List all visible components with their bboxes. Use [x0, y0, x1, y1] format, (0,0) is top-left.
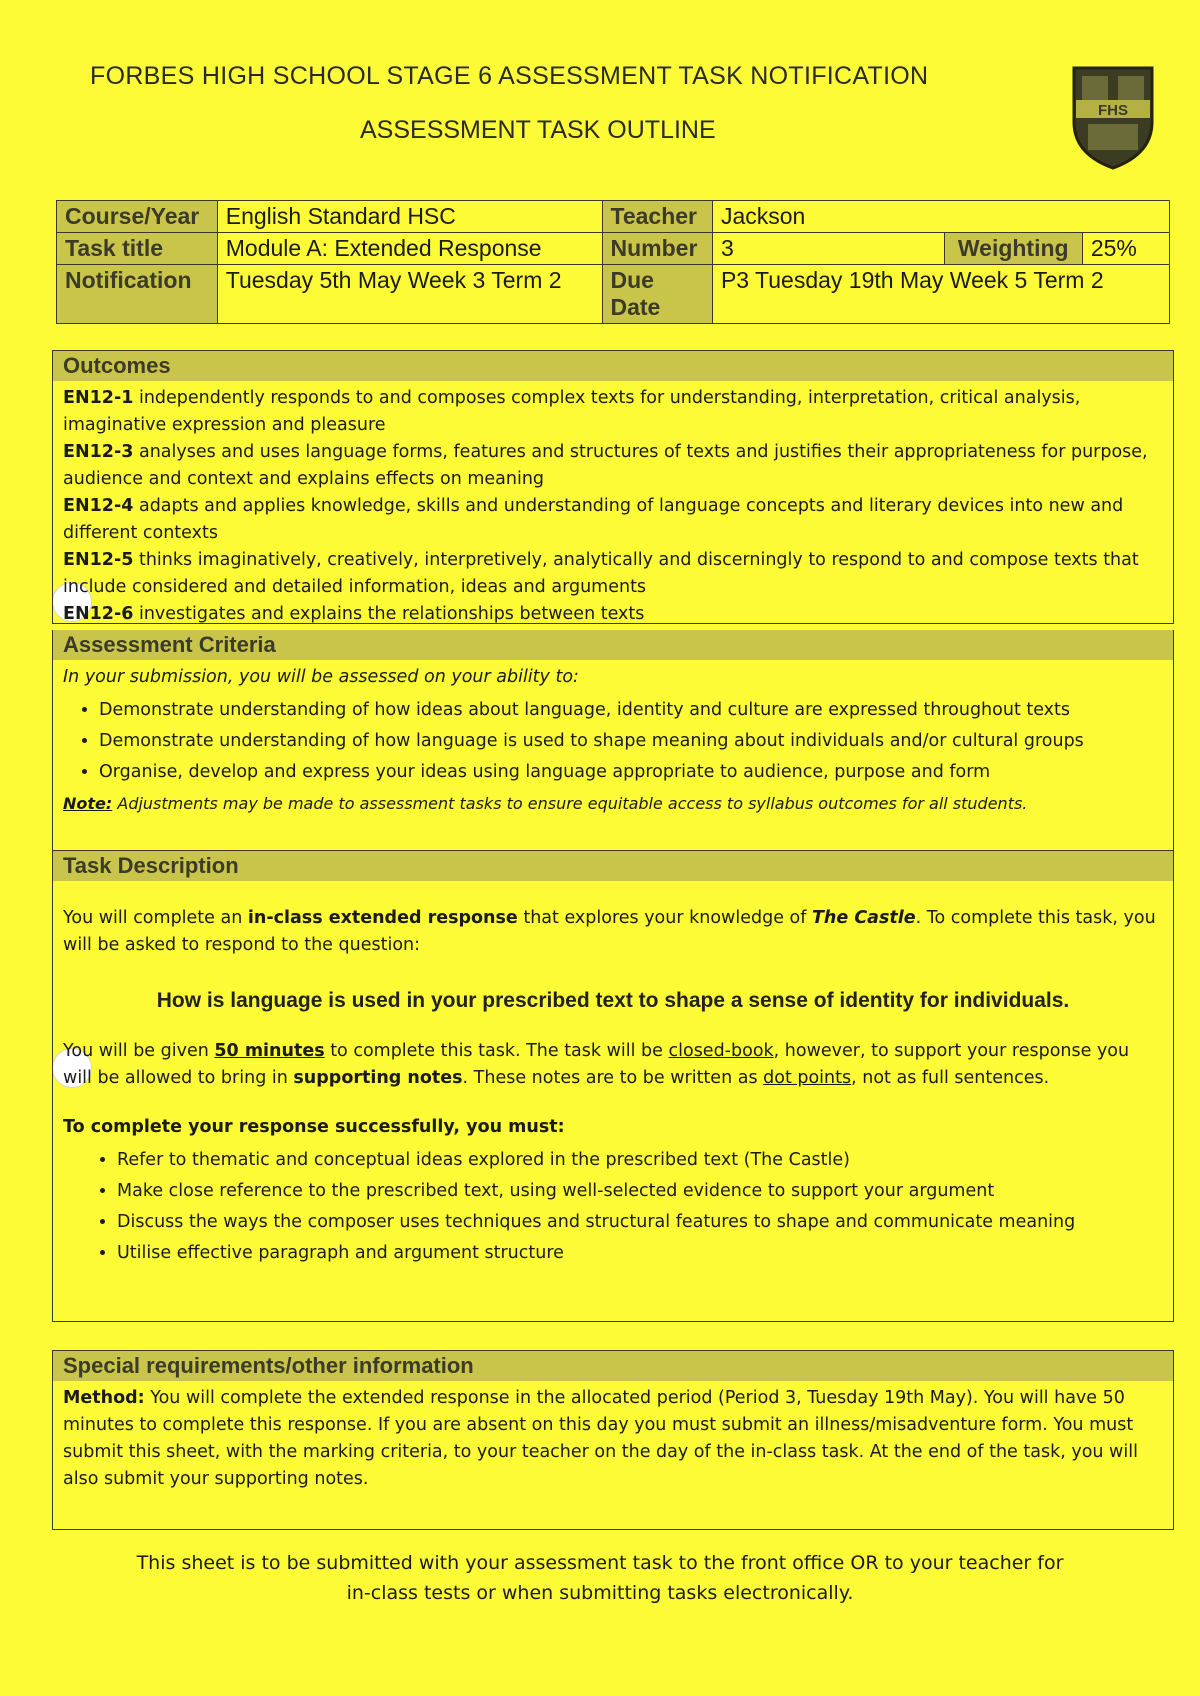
due-date-value: P3 Tuesday 19th May Week 5 Term 2: [712, 265, 1169, 324]
weighting-value: 25%: [1082, 233, 1169, 265]
method-paragraph: [63, 1385, 1163, 1493]
footer-line: in-class tests or when submitting tasks electronically.: [346, 1582, 854, 1604]
outcome-item: [63, 385, 1163, 439]
task-info-table: [56, 200, 1170, 324]
task-description-heading: Task Description: [53, 851, 1173, 881]
must-item: • Discuss the ways the composer uses techniques and structural features to shape and communicate meaning: [117, 1209, 1163, 1236]
criteria-item: • Organise, develop and express your ideas using language appropriate to audience, purpose and form: [99, 759, 1163, 786]
adjustments-note: [63, 790, 1163, 817]
footer-line: This sheet is to be submitted with your assessment task to the front office OR to your teacher for: [136, 1552, 1064, 1574]
outcome-code: EN12-4: [63, 496, 134, 516]
text-run: in-class extended response: [247, 908, 518, 928]
number-label: Number: [602, 233, 712, 265]
text-run: , however, to support your response you will be allowed to bring in: [63, 1041, 1130, 1088]
text-run: to complete this task. The task will be: [324, 1041, 669, 1061]
outcome-item: [63, 493, 1163, 547]
assessment-criteria-section: [52, 630, 1174, 856]
criteria-item: • Demonstrate understanding of how ideas about language, identity and culture are expressed throughout texts: [99, 697, 1163, 724]
must-list: [63, 1147, 1163, 1267]
special-requirements-section: [52, 1350, 1174, 1530]
notification-value: Tuesday 5th May Week 3 Term 2: [217, 265, 602, 324]
course-year-value: English Standard HSC: [217, 201, 602, 233]
outcome-item: [63, 439, 1163, 493]
criteria-item: • Demonstrate understanding of how language is used to shape meaning about individuals and/or cultural groups: [99, 728, 1163, 755]
outcome-code: EN12-1: [63, 388, 134, 408]
text-run: that explores your knowledge of: [517, 908, 812, 928]
outcomes-section: [52, 350, 1174, 624]
teacher-value: Jackson: [712, 201, 1169, 233]
text-run: , not as full sentences.: [851, 1068, 1050, 1088]
number-value: 3: [712, 233, 944, 265]
text-run: closed-book: [668, 1041, 774, 1061]
must-item: • Utilise effective paragraph and argument structure: [117, 1240, 1163, 1267]
outcome-code: EN12-6: [63, 604, 134, 624]
text-run: You will be given: [63, 1041, 215, 1061]
method-text: You will complete the extended response in the allocated period (Period 3, Tuesday 19th May). You will have 50 minutes to complete this response. If you are absent on this day you must submit an illness/misadventure form. You must submit this sheet, with the marking criteria, to your teacher on the day of the in-class task. At the end of the task, you will also submit your supporting notes.: [63, 1388, 1138, 1489]
crest-lettering: FHS: [1098, 102, 1128, 119]
task-question: How is language is used in your prescribed text to shape a sense of identity for individuals.: [156, 989, 1070, 1012]
outcome-text: investigates and explains the relationships between texts: [133, 604, 645, 624]
must-heading: To complete your response successfully, you must:: [63, 1117, 565, 1137]
teacher-label: Teacher: [602, 201, 712, 233]
task-title-label: Task title: [57, 233, 218, 265]
text-title: The Castle: [811, 908, 916, 928]
outcome-item: [63, 601, 1163, 628]
task-intro-paragraph: [63, 905, 1163, 959]
text-run: 50 minutes: [214, 1041, 325, 1061]
note-text: Adjustments may be made to assessment tasks to ensure equitable access to syllabus outcomes for all students.: [112, 794, 1028, 813]
outcome-code: EN12-5: [63, 550, 134, 570]
outcome-text: thinks imaginatively, creatively, interpretively, analytically and discerningly to respond to and compose texts that include considered and detailed information, ideas and arguments: [63, 550, 1139, 597]
document-subtitle: ASSESSMENT TASK OUTLINE: [360, 116, 716, 144]
school-crest-logo: [1068, 62, 1158, 172]
task-description-section: [52, 850, 1174, 1322]
text-run: dot points: [763, 1068, 852, 1088]
submission-footer: [120, 1548, 1080, 1608]
text-run: . These notes are to be written as: [462, 1068, 764, 1088]
outcome-text: analyses and uses language forms, features and structures of texts and justifies their appropriateness for purpose, audience and context and explains effects on meaning: [63, 442, 1148, 489]
text-run: supporting notes: [293, 1068, 463, 1088]
due-date-label: Due Date: [602, 265, 712, 324]
assessment-criteria-heading: Assessment Criteria: [53, 630, 1173, 660]
special-requirements-heading: Special requirements/other information: [53, 1351, 1173, 1381]
outcome-text: adapts and applies knowledge, skills and understanding of language concepts and literary devices into new and different contexts: [63, 496, 1124, 543]
course-year-label: Course/Year: [57, 201, 218, 233]
document-title: FORBES HIGH SCHOOL STAGE 6 ASSESSMENT TASK NOTIFICATION: [90, 62, 929, 90]
method-label: Method:: [63, 1388, 145, 1408]
outcome-item: [63, 547, 1163, 601]
text-run: You will complete an: [63, 908, 248, 928]
outcome-text: independently responds to and composes complex texts for understanding, interpretation, critical analysis, imaginative expression and pleasure: [63, 388, 1081, 435]
outcomes-heading: Outcomes: [53, 351, 1173, 381]
must-item: • Refer to thematic and conceptual ideas explored in the prescribed text (The Castle): [117, 1147, 1163, 1174]
outcome-code: EN12-3: [63, 442, 134, 462]
text-run: . To complete this task, you will be asked to respond to the question:: [63, 908, 1156, 955]
task-conditions-paragraph: [63, 1038, 1163, 1092]
note-label: Note:: [63, 794, 113, 813]
criteria-list: [63, 697, 1163, 786]
must-item: • Make close reference to the prescribed text, using well-selected evidence to support your argument: [117, 1178, 1163, 1205]
weighting-label: Weighting: [944, 233, 1082, 265]
notification-label: Notification: [57, 265, 218, 324]
criteria-intro: In your submission, you will be assessed on your ability to:: [63, 667, 579, 687]
task-title-value: Module A: Extended Response: [217, 233, 602, 265]
